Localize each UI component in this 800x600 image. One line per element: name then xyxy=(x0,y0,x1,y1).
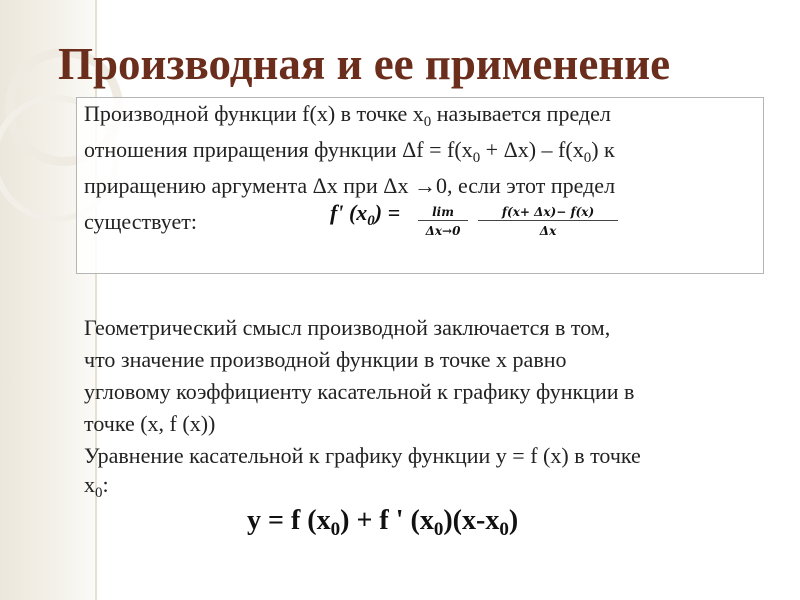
quotient-denominator: Δx xyxy=(539,224,557,238)
limit-notation xyxy=(418,205,468,238)
limit-condition: Δx→0 xyxy=(425,224,461,238)
geometric-line-4: точке (x, f (x)) xyxy=(84,411,216,436)
definition-line-2: отношения приращения функции $\Delta f = f(x_0 + \Delta x) - f(x_0)$ к xyxy=(84,137,615,166)
geometric-line-1: Геометрический смысл производной заключается в том, xyxy=(84,315,611,340)
page-title: Производная и ее применение xyxy=(58,39,671,89)
quotient-numerator: f(x+ Δx)− f(x) xyxy=(478,205,618,221)
geometric-line-3: угловому коэффициенту касательной к графику функции в xyxy=(84,379,635,404)
definition-line-1: Производной функции f(x) в точке $x_0$ называется предел xyxy=(84,101,611,130)
derivative-formula-lhs: f' $(x_0)$ = xyxy=(330,200,401,229)
geometric-line-5: Уравнение касательной к графику функции y = f (x) в точке xyxy=(84,443,641,468)
limit-label: lim xyxy=(418,205,468,221)
geometric-line-2: что значение производной функции в точке x равно xyxy=(84,347,567,372)
definition-line-3: приращению аргумента Δx при Δx →0, если этот предел xyxy=(84,173,616,198)
definition-line-4: существует: xyxy=(84,209,197,234)
geometric-line-6: $x_0$: xyxy=(84,472,109,501)
tangent-equation: y = f $(x_0) + f$ ' $(x_0)(x-x_0)$ xyxy=(247,505,519,541)
difference-quotient xyxy=(478,205,618,238)
